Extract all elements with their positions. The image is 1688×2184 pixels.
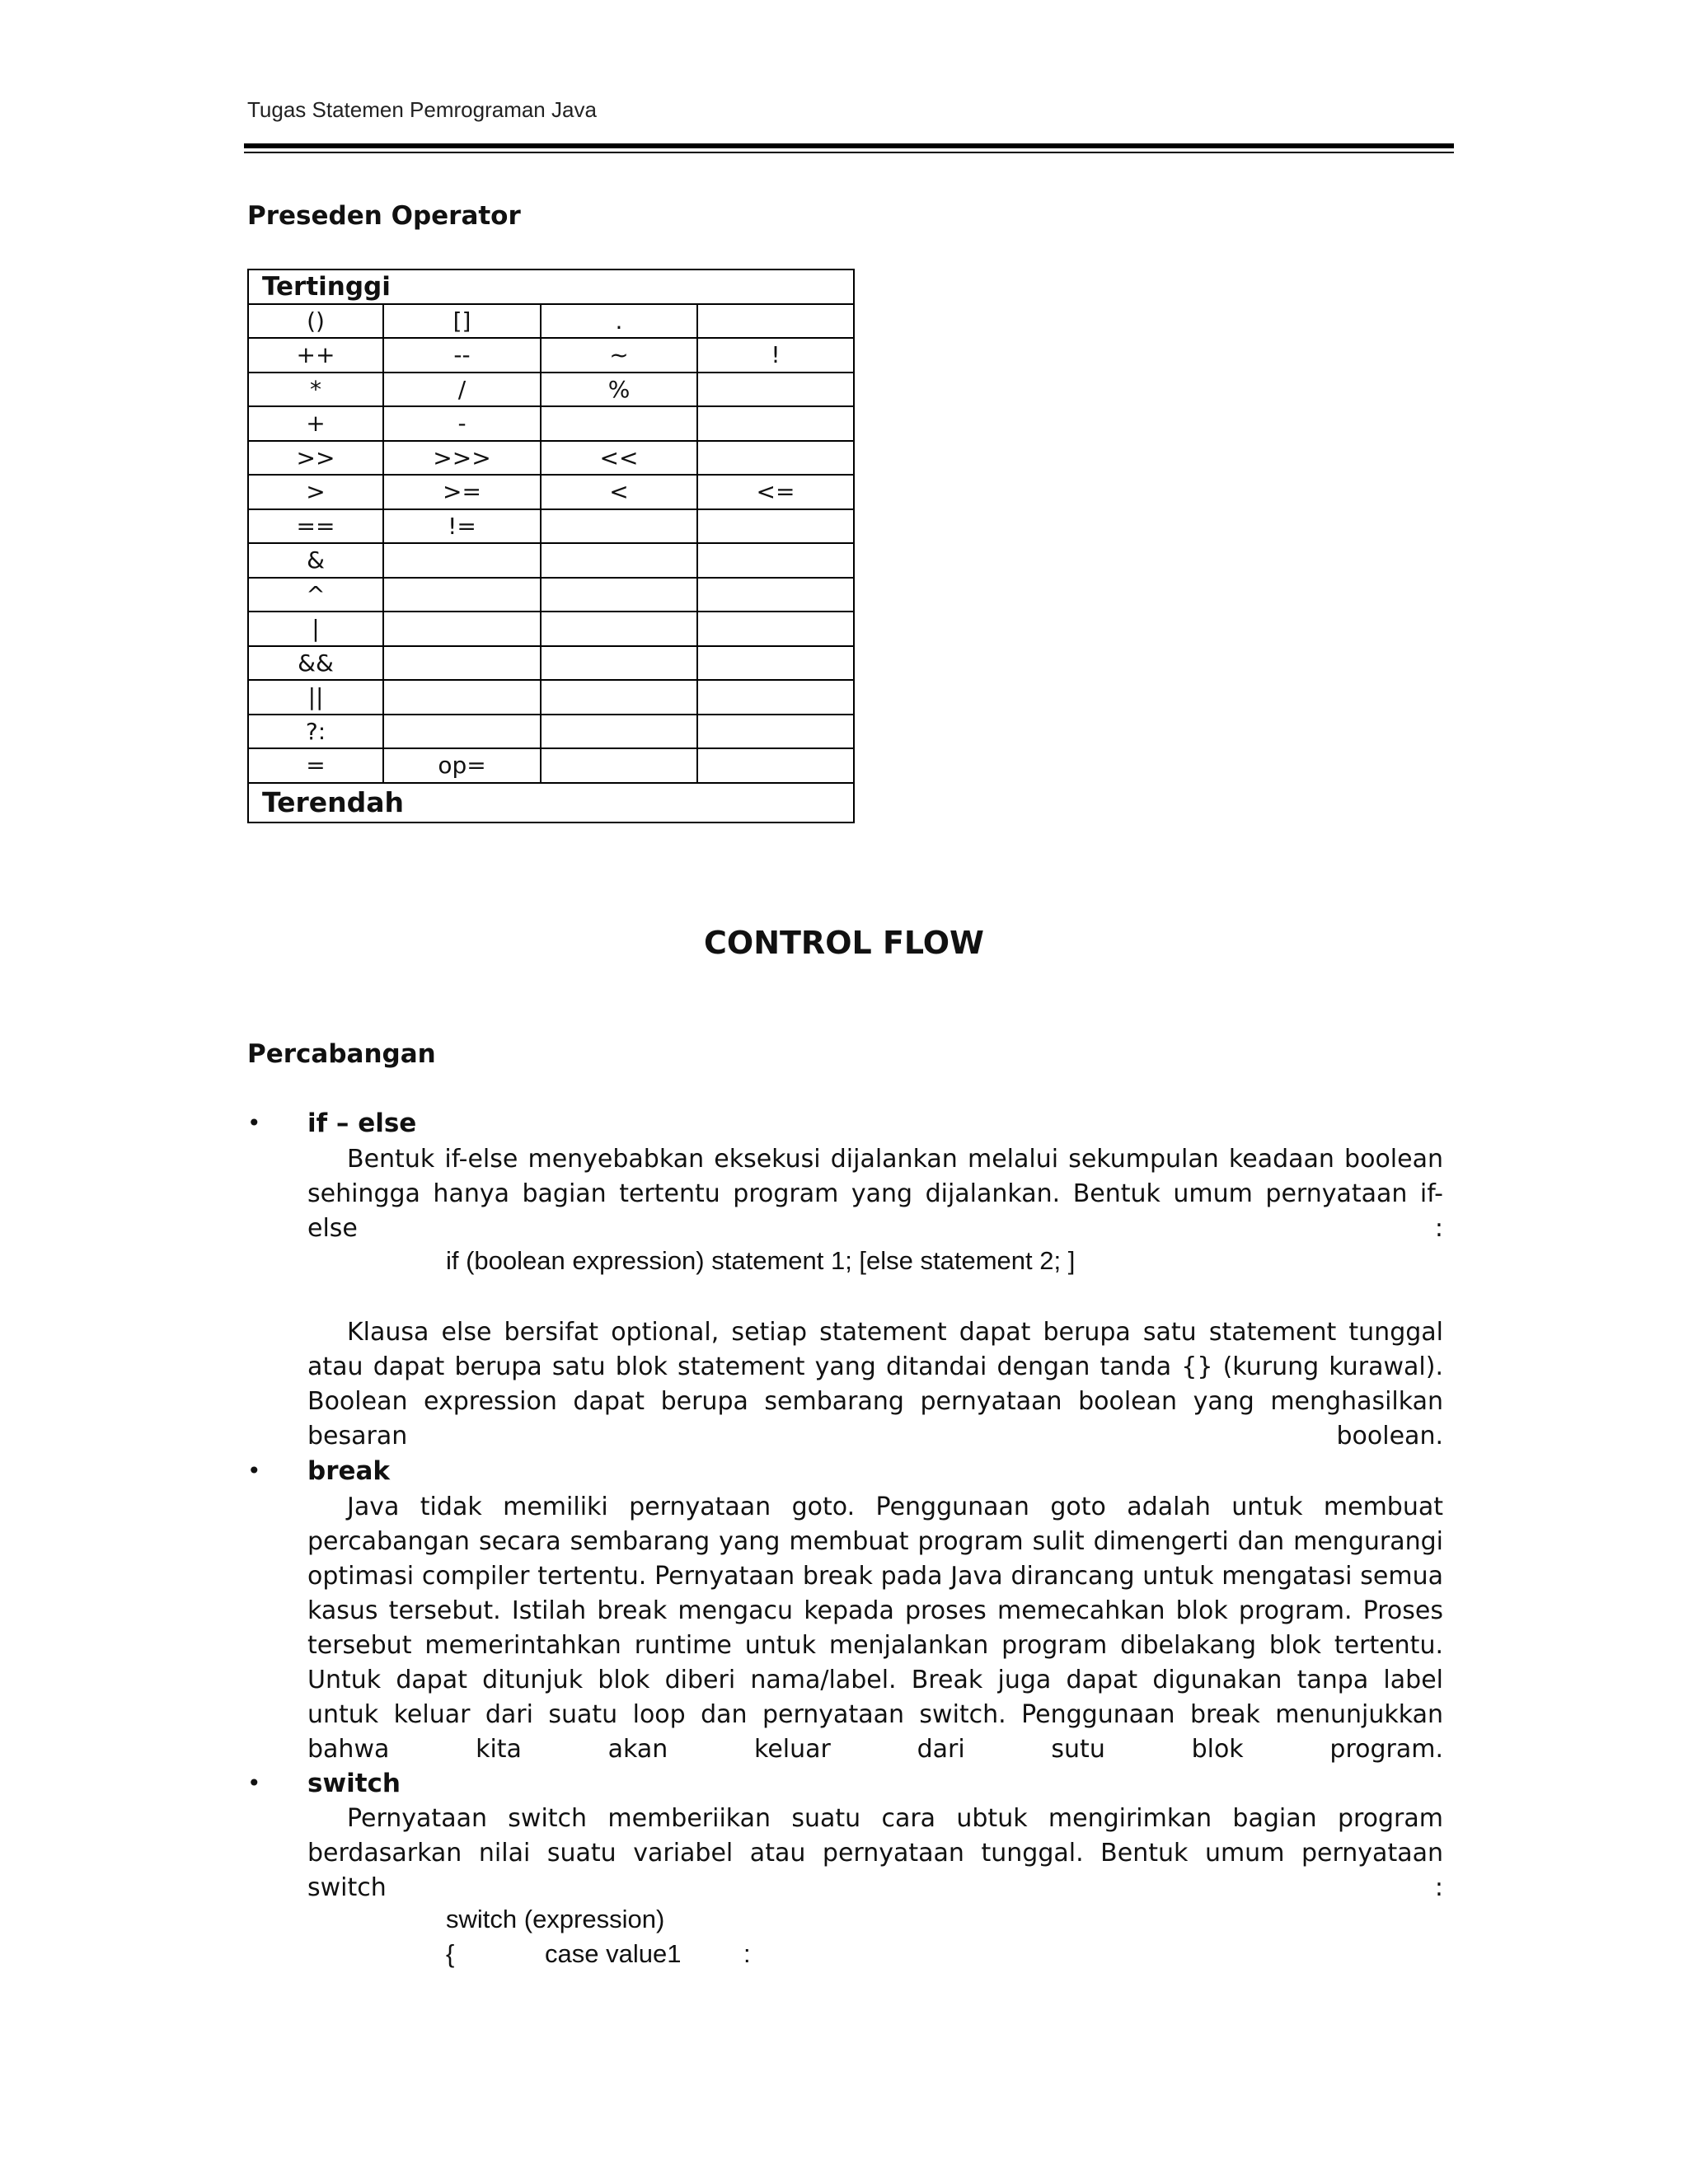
precedence-row bbox=[248, 646, 854, 681]
bullet-if-else: • bbox=[247, 1109, 261, 1137]
precedence-cell: + bbox=[248, 406, 383, 441]
precedence-row bbox=[248, 475, 854, 509]
precedence-cell bbox=[541, 543, 697, 578]
switch-paragraph: Pernyataan switch memberiikan suatu cara ubtuk mengirimkan bagian program berdasarkan nilai suatu variabel atau pernyataan tunggal. Bentuk umum pernyataan switch : bbox=[307, 1804, 1451, 1902]
precedence-cell: = bbox=[248, 748, 383, 783]
precedence-cell bbox=[383, 715, 541, 749]
precedence-cell bbox=[541, 578, 697, 612]
precedence-cell: >> bbox=[248, 441, 383, 476]
precedence-cell: - bbox=[383, 406, 541, 441]
precedence-cell: == bbox=[248, 509, 383, 544]
precedence-cell bbox=[697, 304, 854, 339]
precedence-cell: && bbox=[248, 646, 383, 681]
precedence-cell: | bbox=[248, 612, 383, 646]
precedence-cell bbox=[697, 680, 854, 715]
precedence-cell: ?: bbox=[248, 715, 383, 749]
precedence-cell bbox=[697, 646, 854, 681]
precedence-cell: || bbox=[248, 680, 383, 715]
precedence-cell bbox=[383, 680, 541, 715]
precedence-cell: >>> bbox=[383, 441, 541, 476]
precedence-top-row bbox=[248, 269, 854, 304]
precedence-cell: <= bbox=[697, 475, 854, 509]
bullet-switch: • bbox=[247, 1769, 261, 1797]
precedence-row bbox=[248, 543, 854, 578]
precedence-row bbox=[248, 748, 854, 783]
precedence-cell bbox=[541, 406, 697, 441]
precedence-bottom-label: Terendah bbox=[248, 783, 854, 823]
bullet-break: • bbox=[247, 1457, 261, 1484]
precedence-cell bbox=[541, 646, 697, 681]
switch-code-case: case value1 bbox=[545, 1939, 682, 1968]
precedence-cell bbox=[697, 509, 854, 544]
precedence-cell: op= bbox=[383, 748, 541, 783]
precedence-cell bbox=[697, 441, 854, 476]
section-subheading: Percabangan bbox=[247, 1039, 436, 1069]
precedence-cell bbox=[697, 612, 854, 646]
precedence-cell: ^ bbox=[248, 578, 383, 612]
section-title: CONTROL FLOW bbox=[704, 925, 984, 961]
precedence-row bbox=[248, 304, 854, 339]
precedence-cell bbox=[541, 612, 697, 646]
precedence-cell bbox=[383, 612, 541, 646]
if-else-paragraph-2: Klausa else bersifat optional, setiap statement dapat berupa satu statement tunggal atau dapat berupa satu blok statement yang ditandai dengan tanda {} (kurung kurawal). Boolean expression dapat berupa sembarang pernyataan boolean yang menghasilkan besaran boolean. bbox=[307, 1318, 1443, 1451]
precedence-cell bbox=[383, 543, 541, 578]
precedence-cell bbox=[541, 509, 697, 544]
precedence-cell: ! bbox=[697, 338, 854, 373]
precedence-row bbox=[248, 715, 854, 749]
precedence-row bbox=[248, 441, 854, 476]
switch-code-brace: { bbox=[446, 1939, 455, 1968]
break-title: break bbox=[307, 1456, 391, 1486]
precedence-bottom-row bbox=[248, 783, 854, 823]
precedence-cell: ++ bbox=[248, 338, 383, 373]
document-header: Tugas Statemen Pemrograman Java bbox=[247, 97, 597, 122]
precedence-cell bbox=[697, 578, 854, 612]
precedence-cell bbox=[697, 715, 854, 749]
precedence-cell: -- bbox=[383, 338, 541, 373]
precedence-row bbox=[248, 578, 854, 612]
precedence-cell bbox=[541, 680, 697, 715]
if-else-paragraph-1: Bentuk if-else menyebabkan eksekusi dijalankan melalui sekumpulan keadaan boolean sehingga hanya bagian tertentu program yang dijalankan. Bentuk umum pernyataan if-else : bbox=[307, 1145, 1443, 1243]
precedence-row bbox=[248, 373, 854, 407]
precedence-cell bbox=[383, 578, 541, 612]
break-paragraph: Java tidak memiliki pernyataan goto. Penggunaan goto adalah untuk membuat percabangan secara sembarang yang membuat program sulit dimengerti dan mengurangi optimasi compiler tertentu. Pernyataan break pada Java dirancang untuk mengatasi semua kasus tersebut. Istilah break mengacu kepada proses memecahkan blok program. Proses tersebut memerintahkan runtime untuk menjalankan program dibelakang blok tertentu. Untuk dapat ditunjuk blok diberi nama/label. Break juga dapat digunakan tanpa label untuk keluar dari suatu loop dan pernyataan switch. Penggunaan break menunjukkan bahwa kita akan keluar dari sutu blok program. bbox=[307, 1493, 1443, 1764]
precedence-cell: * bbox=[248, 373, 383, 407]
precedence-cell: >= bbox=[383, 475, 541, 509]
precedence-cell bbox=[541, 748, 697, 783]
precedence-cell bbox=[697, 406, 854, 441]
precedence-cell: < bbox=[541, 475, 697, 509]
precedence-cell bbox=[541, 715, 697, 749]
header-rule-thin bbox=[244, 152, 1454, 153]
precedence-cell: () bbox=[248, 304, 383, 339]
precedence-cell: != bbox=[383, 509, 541, 544]
precedence-cell: ~ bbox=[541, 338, 697, 373]
precedence-cell: > bbox=[248, 475, 383, 509]
precedence-cell: . bbox=[541, 304, 697, 339]
precedence-cell: % bbox=[541, 373, 697, 407]
header-rule-thick bbox=[244, 143, 1454, 148]
precedence-row bbox=[248, 680, 854, 715]
if-else-syntax: if (boolean expression) statement 1; [else statement 2; ] bbox=[446, 1246, 1076, 1275]
switch-code-colon: : bbox=[743, 1939, 751, 1968]
precedence-cell bbox=[697, 373, 854, 407]
if-else-title: if – else bbox=[307, 1108, 417, 1138]
precedence-cell: & bbox=[248, 543, 383, 578]
precedence-cell bbox=[383, 646, 541, 681]
precedence-top-label: Tertinggi bbox=[248, 269, 854, 304]
precedence-row bbox=[248, 612, 854, 646]
precedence-cell bbox=[697, 748, 854, 783]
precedence-heading: Preseden Operator bbox=[247, 201, 521, 231]
precedence-table bbox=[247, 269, 855, 823]
precedence-cell: / bbox=[383, 373, 541, 407]
switch-code-line-1: switch (expression) bbox=[446, 1905, 665, 1933]
precedence-cell bbox=[697, 543, 854, 578]
precedence-row bbox=[248, 406, 854, 441]
precedence-row bbox=[248, 338, 854, 373]
switch-title: switch bbox=[307, 1769, 401, 1798]
precedence-row bbox=[248, 509, 854, 544]
precedence-cell: [] bbox=[383, 304, 541, 339]
precedence-cell: << bbox=[541, 441, 697, 476]
